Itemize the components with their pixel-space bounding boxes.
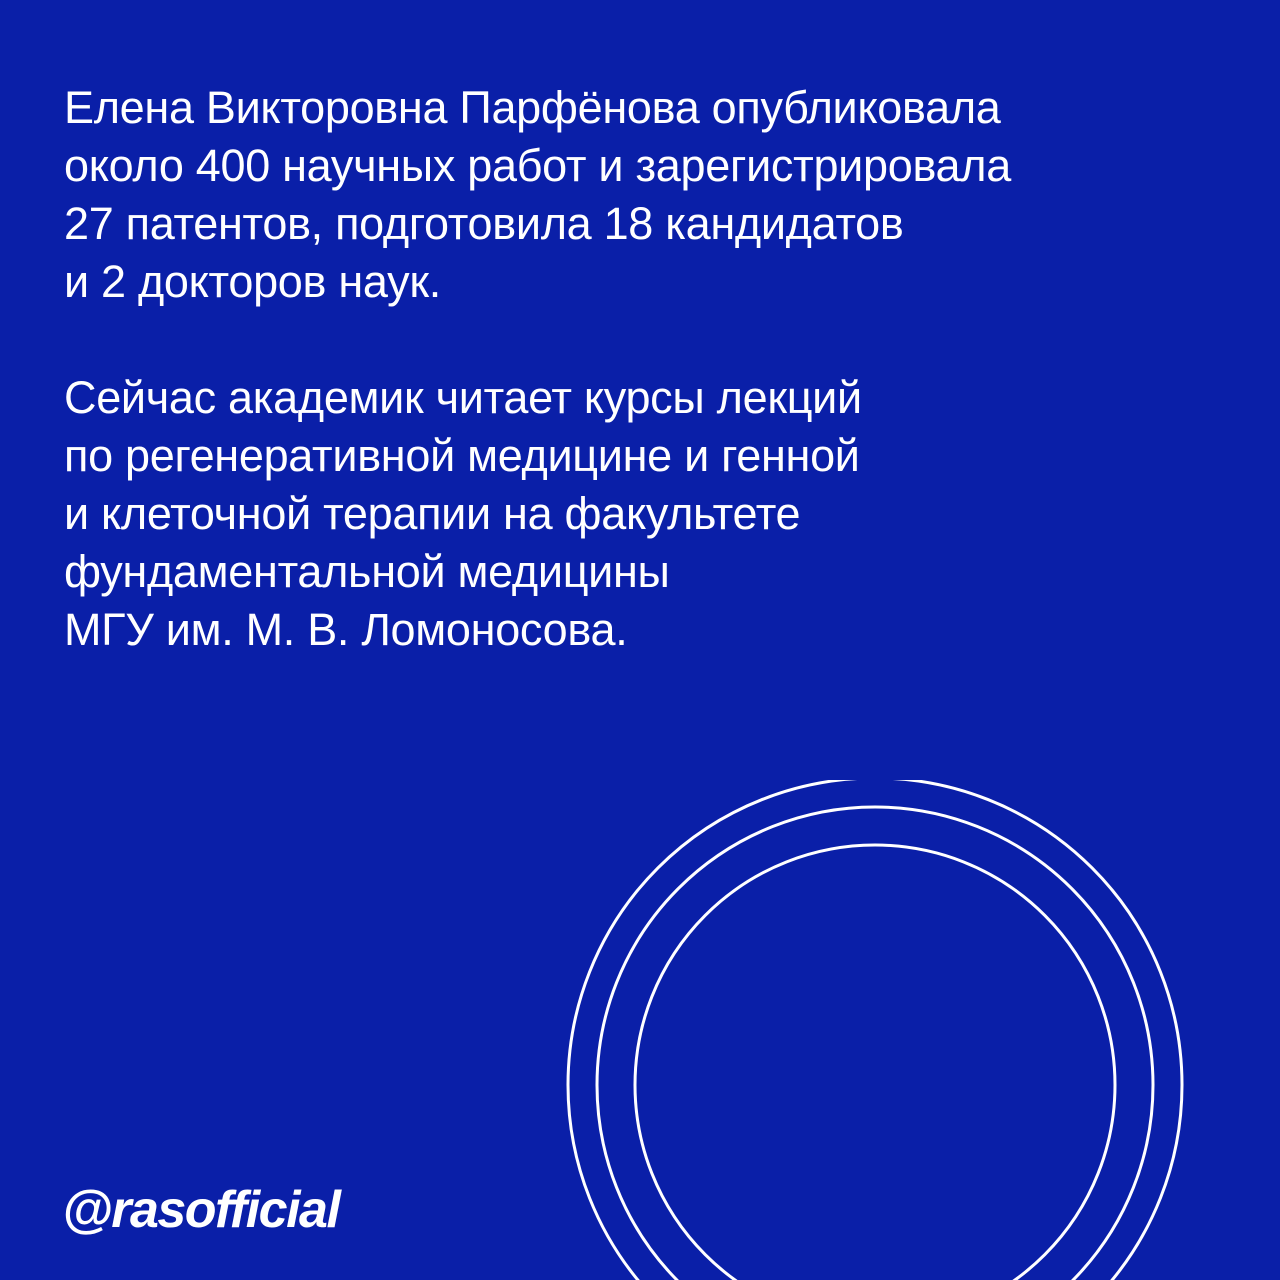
text-line: 27 патентов, подготовила 18 кандидатов	[64, 198, 904, 249]
text-line: и клеточной терапии на факультете	[64, 488, 801, 539]
inner-ring	[635, 845, 1115, 1280]
text-line: по регенеративной медицине и генной	[64, 430, 860, 481]
text-line: около 400 научных работ и зарегистрировала	[64, 140, 1011, 191]
text-line: Елена Викторовна Парфёнова опубликовала	[64, 82, 1001, 133]
paragraph-lectures	[64, 369, 1214, 659]
text-line: Сейчас академик читает курсы лекций	[64, 372, 862, 423]
text-line: МГУ им. М. В. Ломоносова.	[64, 604, 628, 655]
text-line: фундаментальной медицины	[64, 546, 670, 597]
middle-ring	[597, 807, 1153, 1280]
text-line: и 2 докторов наук.	[64, 256, 441, 307]
account-handle: @rasofficial	[62, 1181, 340, 1239]
paragraph-publications	[64, 79, 1214, 311]
outer-ring	[568, 780, 1182, 1280]
concentric-rings-icon	[560, 780, 1220, 1280]
